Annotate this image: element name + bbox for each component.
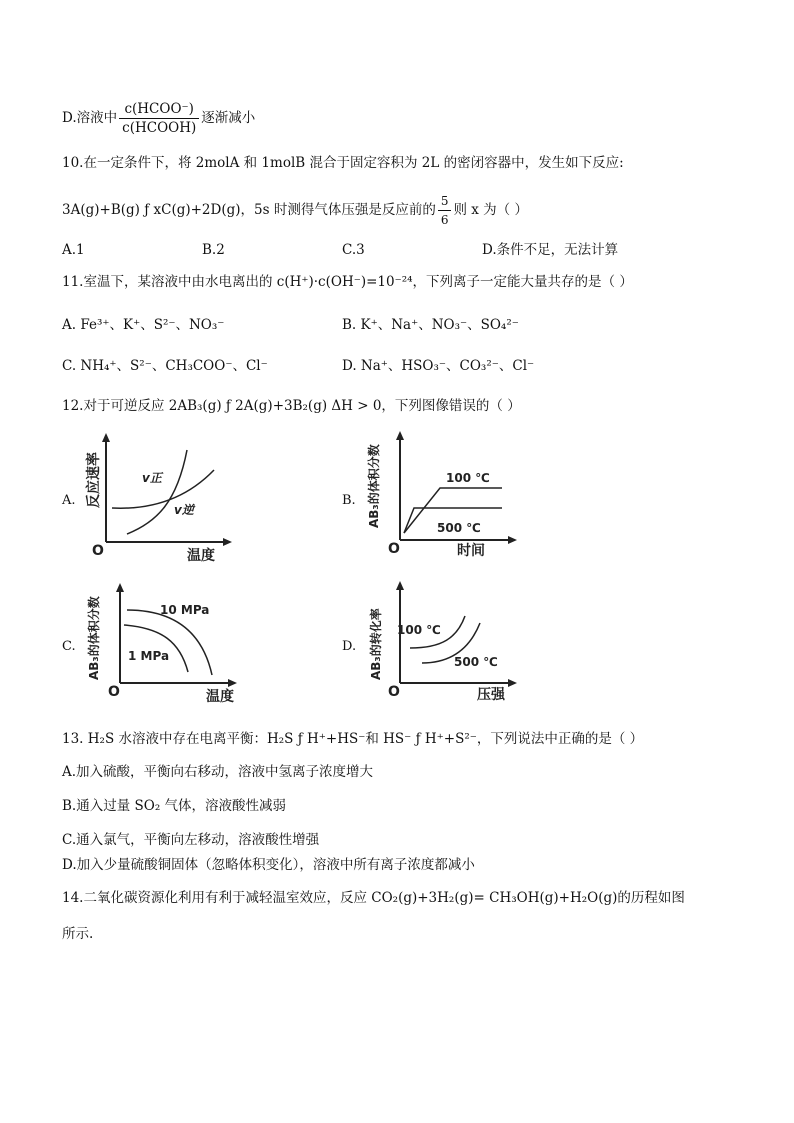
- q12-plot-a-ylabel: 反应速率: [86, 452, 102, 508]
- q10-option-b: B.2: [202, 242, 225, 258]
- q14-stem: 14.二氧化碳资源化利用有利于减轻温室效应，反应 CO₂(g)+3H₂(g)= CH₃OH(g)+H₂O(g)的历程如图: [62, 890, 685, 906]
- q13-option-d: D.加入少量硫酸铜固体（忽略体积变化），溶液中所有离子浓度都减小: [62, 857, 475, 873]
- q12-plot-a-curve1-label: v正: [142, 471, 162, 485]
- q9-d-fraction: [119, 100, 199, 137]
- q12-plot-a-curve2-label: v逆: [174, 503, 194, 517]
- q10-frac-num: 5: [438, 192, 452, 211]
- q12-plot-d-origin: O: [388, 684, 400, 700]
- q12-plot-a: [82, 430, 242, 569]
- q12-plot-d: [362, 578, 532, 707]
- q10-frac-den: 6: [440, 213, 449, 227]
- q10-equation: 3A(g)+B(g) ƒ xC(g)+2D(g)，5s 时测得气体压强是反应前的: [62, 202, 436, 218]
- q12-plot-d-ylabel: AB₃的转化率: [369, 608, 383, 680]
- q11-option-c: C. NH₄⁺、S²⁻、CH₃COO⁻、Cl⁻: [62, 358, 268, 374]
- q10-option-c: C.3: [342, 242, 365, 258]
- q12-plot-d-curve2-label: 500 ℃: [454, 655, 498, 669]
- q12-plot-c: [82, 580, 262, 709]
- q12-plot-d-xlabel: 压强: [477, 687, 505, 703]
- q12-plot-a-origin: O: [92, 543, 104, 559]
- q13-option-a: A.加入硫酸，平衡向右移动，溶液中氢离子浓度增大: [62, 764, 374, 780]
- q9-d-numerator: c(HCOO⁻): [119, 100, 199, 119]
- q12-plot-b-xlabel: 时间: [457, 543, 485, 559]
- q12-plot-c-origin: O: [108, 684, 120, 700]
- q13-stem: 13. H₂S 水溶液中存在电离平衡：H₂S ƒ H⁺+HS⁻和 HS⁻ ƒ H⁺+S²⁻，下列说法中正确的是（ ）: [62, 731, 644, 747]
- q9-d-prefix: D.溶液中: [62, 110, 118, 126]
- q11-option-a: A. Fe³⁺、K⁺、S²⁻、NO₃⁻: [62, 317, 225, 333]
- q12-plot-a-letter: A.: [62, 493, 76, 508]
- q12-plot-b-letter: B.: [342, 493, 356, 508]
- q9-d-suffix: 逐渐减小: [201, 110, 256, 126]
- q12-plot-b: [362, 428, 532, 567]
- q12-plot-c-curve2-label: 1 MPa: [128, 649, 170, 663]
- q12-plot-c-ylabel: AB₃的体积分数: [87, 596, 101, 680]
- q10-equation-line: [62, 192, 528, 229]
- q12-plot-a-xlabel: 温度: [187, 548, 215, 564]
- q12-plot-c-xlabel: 温度: [206, 689, 234, 705]
- q11-option-d: D. Na⁺、HSO₃⁻、CO₃²⁻、Cl⁻: [342, 358, 535, 374]
- q12-plot-d-curve1-label: 100 ℃: [397, 623, 441, 637]
- q12-plot-c-curve1-label: 10 MPa: [160, 603, 210, 617]
- q10-option-a: A.1: [62, 242, 85, 258]
- q13-option-b: B.通入过量 SO₂ 气体，溶液酸性减弱: [62, 798, 287, 814]
- q12-plot-b-curve2-label: 500 ℃: [437, 521, 481, 535]
- q12-plot-d-letter: D.: [342, 639, 357, 654]
- q11-option-b: B. K⁺、Na⁺、NO₃⁻、SO₄²⁻: [342, 317, 519, 333]
- q9-option-d: [62, 100, 255, 137]
- q10-tail: 则 x 为（ ）: [453, 202, 528, 218]
- q10-fraction: [438, 192, 452, 229]
- q12-plot-c-letter: C.: [62, 639, 76, 654]
- q10-stem: 10.在一定条件下，将 2molA 和 1molB 混合于固定容积为 2L 的密闭容器中，发生如下反应:: [62, 155, 624, 171]
- q14-stem-cont: 所示.: [62, 926, 94, 942]
- q12-plot-b-curve1-label: 100 ℃: [446, 471, 490, 485]
- q9-d-denominator: c(HCOOH): [122, 120, 197, 136]
- q11-stem: 11.室温下，某溶液中由水电离出的 c(H⁺)·c(OH⁻)=10⁻²⁴，下列离子一定能大量共存的是（ ）: [62, 274, 633, 290]
- q12-stem: 12.对于可逆反应 2AB₃(g) ƒ 2A(g)+3B₂(g) ΔH > 0，下列图像错误的（ ）: [62, 398, 521, 414]
- q13-option-c: C.通入氯气，平衡向左移动，溶液酸性增强: [62, 832, 320, 848]
- q12-plot-b-origin: O: [388, 541, 400, 557]
- q10-option-d: D.条件不足，无法计算: [482, 242, 619, 258]
- q12-plot-b-ylabel: AB₃的体积分数: [367, 444, 381, 528]
